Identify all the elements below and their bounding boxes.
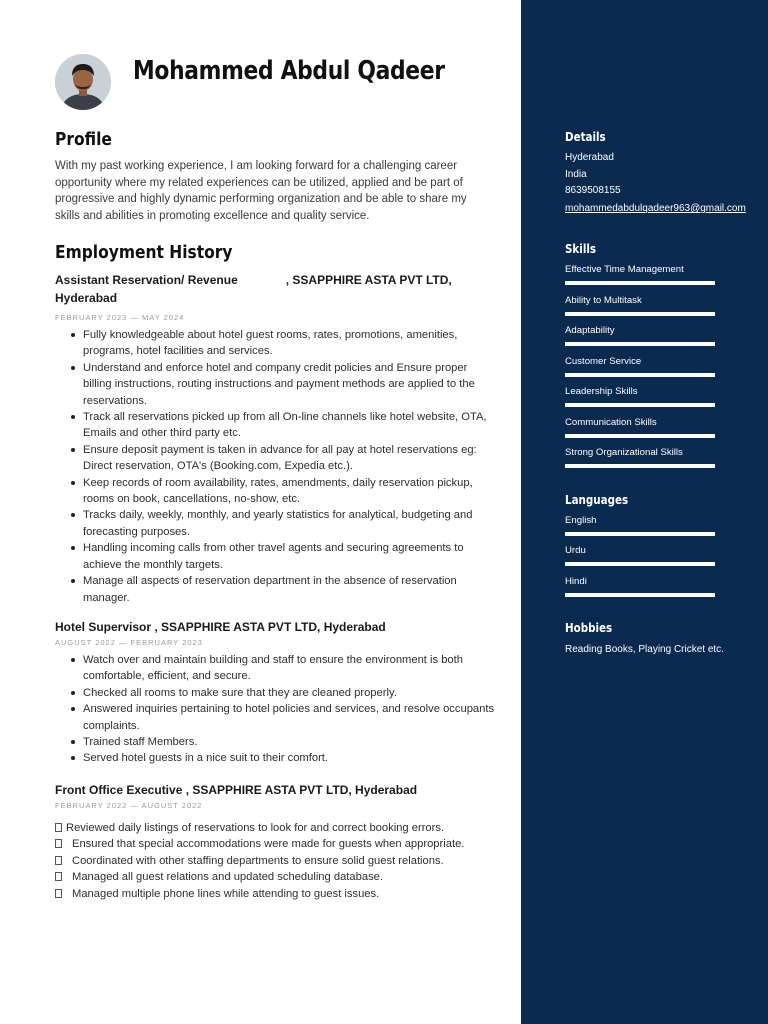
job-entry: [55, 781, 495, 902]
list-item: Track all reservations picked up from all On-line channels like hotel website, OTA, Emails and other third party etc.: [83, 409, 495, 442]
profile-heading: Profile: [55, 129, 112, 150]
details-heading: Details: [565, 130, 606, 144]
list-item: Fully knowledgeable about hotel guest rooms, rates, promotions, amenities, programs, hotel facilities and services.: [83, 327, 495, 360]
list-item: Answered inquiries pertaining to hotel policies and services, and resolve occupants complaints.: [83, 701, 495, 734]
missing-glyph-icon: [55, 872, 62, 881]
missing-glyph-icon: [55, 839, 62, 848]
list-item: [55, 836, 495, 852]
skill-level-bar: [565, 464, 715, 468]
sidebar: [521, 0, 768, 1024]
candidate-name: Mohammed Abdul Qadeer: [133, 56, 445, 86]
skill-label: Communication Skills: [565, 417, 657, 428]
skill-item: [565, 356, 715, 377]
person-photo-icon: [55, 54, 111, 110]
job-duties: [55, 652, 495, 767]
skill-item: [565, 386, 715, 407]
list-item: Tracks daily, weekly, monthly, and yearly statistics for analytical, budgeting and forecasting purposes.: [83, 507, 495, 540]
job-title-company: , SSAPPHIRE ASTA PVT LTD,: [285, 273, 452, 287]
skill-label: Customer Service: [565, 356, 642, 367]
job-entry: [55, 618, 495, 767]
list-item: Served hotel guests in a nice suit to their comfort.: [83, 750, 495, 766]
skill-item: [565, 447, 715, 468]
language-item: [565, 515, 715, 536]
list-item-text: Ensured that special accommodations were made for guests when appropriate.: [72, 838, 465, 851]
job-title: Hotel Supervisor , SSAPPHIRE ASTA PVT LTD, Hyderabad: [55, 620, 386, 634]
list-item: Watch over and maintain building and staff to ensure the environment is both comfortable, efficient, and secure.: [83, 652, 495, 685]
skill-level-bar: [565, 281, 715, 285]
skill-level-bar: [565, 403, 715, 407]
missing-glyph-icon: [55, 823, 62, 832]
skill-level-bar: [565, 312, 715, 316]
languages-heading: Languages: [565, 493, 629, 507]
language-label: Hindi: [565, 576, 587, 587]
profile-text: With my past working experience, I am looking forward for a challenging career opportunity where my related experiences can be utilized, applied and be part of progressive and highly dynamic performing organization and be able to share my skills and abilities in promoting excellence and quality service.: [55, 160, 467, 222]
missing-glyph-icon: [55, 856, 62, 865]
hobbies-heading: Hobbies: [565, 621, 613, 635]
skill-item: [565, 417, 715, 438]
skill-item: [565, 325, 715, 346]
skill-label: Leadership Skills: [565, 386, 638, 397]
language-level-bar: [565, 532, 715, 536]
skills-heading: Skills: [565, 242, 597, 256]
list-item: Manage all aspects of reservation department in the absence of reservation manager.: [83, 573, 495, 606]
job-dates: FEBRUARY 2022 — AUGUST 2022: [55, 801, 203, 810]
language-level-bar: [565, 562, 715, 566]
skill-label: Ability to Multitask: [565, 295, 642, 306]
avatar: [55, 54, 111, 110]
language-item: [565, 576, 715, 597]
details-country: India: [565, 169, 587, 180]
skill-level-bar: [565, 434, 715, 438]
details-phone: 8639508155: [565, 185, 621, 196]
list-item: [55, 886, 495, 902]
list-item: Keep records of room availability, rates, amendments, daily reservation pickup, rooms on book, cancellations, no-show, etc.: [83, 475, 495, 508]
skill-item: [565, 295, 715, 316]
list-item: Ensure deposit payment is taken in advance for all pay at hotel reservations eg: Direct reservation, OTA's (Booking.com, Expedia etc.).: [83, 442, 495, 475]
skill-item: [565, 264, 715, 285]
job-entry: [55, 271, 495, 606]
list-item: Trained staff Members.: [83, 734, 495, 750]
list-item: Checked all rooms to make sure that they are cleaned properly.: [83, 685, 495, 701]
job-dates: AUGUST 2022 — FEBRUARY 2023: [55, 638, 203, 647]
list-item: [55, 820, 495, 836]
list-item-text: Coordinated with other staffing departments to ensure solid guest relations.: [72, 854, 444, 867]
list-item: Understand and enforce hotel and company credit policies and Ensure proper billing instructions, routing instructions and payment methods are applied to the reservations.: [83, 360, 495, 409]
job-title-role: Assistant Reservation/ Revenue: [55, 273, 238, 287]
list-item-text: Managed multiple phone lines while attending to guest issues.: [72, 887, 380, 900]
list-item: Handling incoming calls from other travel agents and securing agreements to achieve the monthly targets.: [83, 540, 495, 573]
skill-level-bar: [565, 373, 715, 377]
language-level-bar: [565, 593, 715, 597]
language-item: [565, 545, 715, 566]
list-item: [55, 853, 495, 869]
job-duties: [55, 327, 495, 606]
language-label: English: [565, 515, 597, 526]
job-duties: [55, 820, 495, 902]
job-title: Front Office Executive , SSAPPHIRE ASTA PVT LTD, Hyderabad: [55, 783, 418, 797]
list-item-text: Managed all guest relations and updated scheduling database.: [72, 871, 383, 884]
list-item: [55, 869, 495, 885]
list-item-text: Reviewed daily listings of reservations to look for and correct booking errors.: [66, 822, 445, 834]
job-title-location: Hyderabad: [55, 291, 118, 305]
skill-label: Strong Organizational Skills: [565, 447, 683, 458]
job-dates: FEBRUARY 2023 — MAY 2024: [55, 313, 185, 322]
language-label: Urdu: [565, 545, 586, 556]
hobbies-text: Reading Books, Playing Cricket etc.: [565, 644, 724, 655]
skill-level-bar: [565, 342, 715, 346]
job-title: [55, 271, 495, 307]
skill-label: Effective Time Management: [565, 264, 684, 275]
employment-heading: Employment History: [55, 242, 233, 263]
missing-glyph-icon: [55, 889, 62, 898]
details-city: Hyderabad: [565, 152, 614, 163]
skill-label: Adaptability: [565, 325, 615, 336]
details-email-link[interactable]: mohammedabdulqadeer963@gmail.com: [565, 203, 746, 214]
